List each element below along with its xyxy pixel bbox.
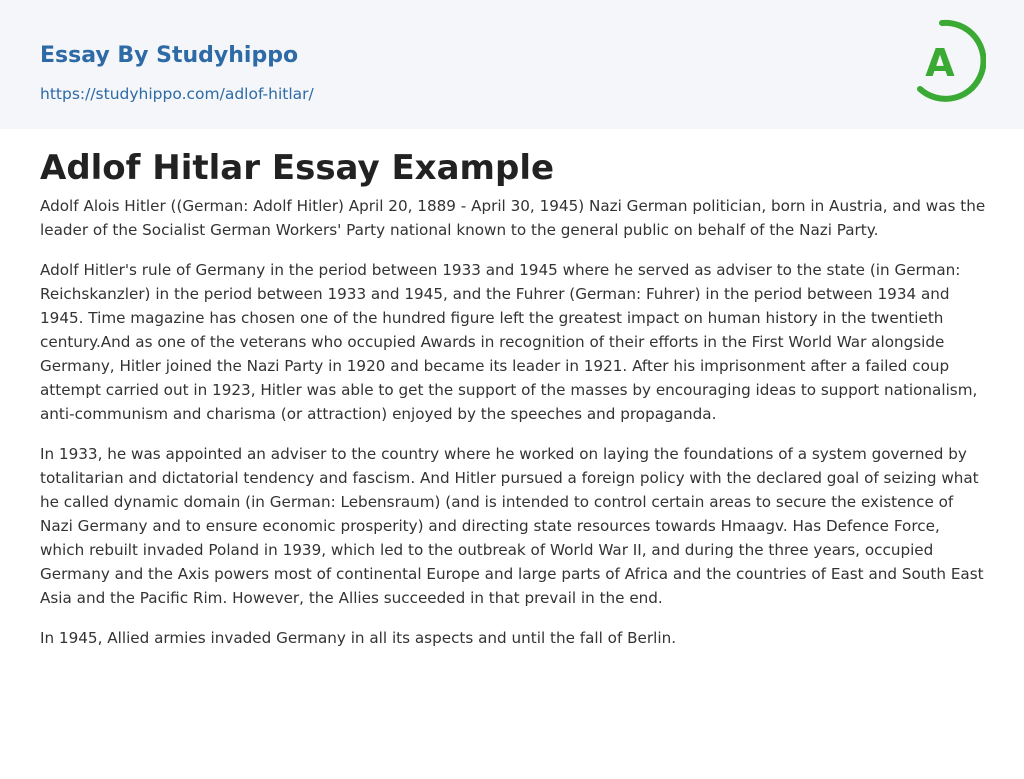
essay-paragraph: Adolf Hitler's rule of Germany in the period between 1933 and 1945 where he served as adviser to the state (in German: Reichskanzler) in the period between 1933 and 1945, and the Fuhrer (German: Fuhrer) in the period between 1934 and 1945. Time magazine has chosen one of the hundred figure left the greatest impact on human history in the twentieth century.And as one of the veterans who occupied Awards in recognition of their efforts in the First World War alongside Germany, Hitler joined the Nazi Party in 1920 and became its leader in 1921. After his imprisonment after a failed coup attempt carried out in 1923, Hitler was able to get the support of the masses by encouraging ideas to support nationalism, anti-communism and charisma (or attraction) enjoyed by the speeches and propaganda. [40,261,978,423]
source-link[interactable]: https://studyhippo.com/adlof-hitlar/ [40,85,314,103]
essay-paragraph: In 1933, he was appointed an adviser to the country where he worked on laying the foundations of a system governed by totalitarian and dictatorial tendency and fascism. And Hitler pursued a foreign policy with the declared goal of seizing what he called dynamic domain (in German: Lebensraum) (and is intended to control certain areas to secure the existence of Nazi Germany and to ensure economic prosperity) and directing state resources towards Hmaagv. Has Defence Force, which rebuilt invaded Poland in 1939, which led to the outbreak of World War II, and during the three years, occupied Germany and the Axis powers most of continental Europe and large parts of Africa and the countries of East and South East Asia and the Pacific Rim. However, the Allies succeeded in that prevail in the end. [40,445,984,607]
brand-title: Essay By Studyhippo [40,43,299,68]
studyhippo-logo-icon[interactable] [912,19,986,105]
essay-paragraph: In 1945, Allied armies invaded Germany in all its aspects and until the fall of Berlin. [40,629,677,647]
essay-paragraph: Adolf Alois Hitler ((German: Adolf Hitler) April 20, 1889 - April 30, 1945) Nazi German politician, born in Austria, and was the leader of the Socialist German Workers' Party national known to the general public on behalf of the Nazi Party. [40,197,986,239]
page-title: Adlof Hitlar Essay Example [40,148,555,188]
essay-body [40,194,986,666]
logo-letter: A [925,41,955,85]
